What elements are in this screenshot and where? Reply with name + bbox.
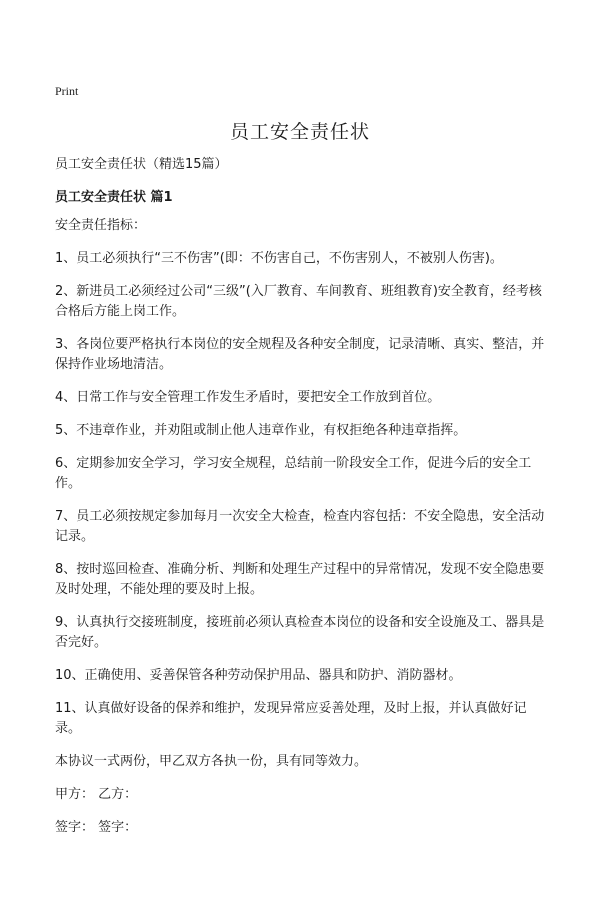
list-item: 7、员工必须按规定参加每月一次安全大检查，检查内容包括：不安全隐患，安全活动记录。 xyxy=(55,509,545,544)
intro-text: 安全责任指标： xyxy=(55,218,147,233)
print-label: Print xyxy=(55,84,79,98)
list-item: 8、按时巡回检查、准确分析、判断和处理生产过程中的异常情况，发现不安全隐患要及时处理，不能处理的要及时上报。 xyxy=(55,562,545,597)
list-item: 9、认真执行交接班制度，接班前必须认真检查本岗位的设备和安全设施及工、器具是否完好。 xyxy=(55,615,545,650)
agreement-text: 本协议一式两份，甲乙双方各执一份，具有同等效力。 xyxy=(55,754,368,769)
signature-line: 签字： 签字： xyxy=(55,820,138,835)
document-subtitle: 员工安全责任状（精选15篇） xyxy=(55,157,228,172)
list-item: 3、各岗位要严格执行本岗位的安全规程及各种安全制度，记录清晰、真实、整洁，并保持作业场地清洁。 xyxy=(55,337,545,372)
list-item: 11、认真做好设备的保养和维护，发现异常应妥善处理，及时上报，并认真做好记录。 xyxy=(55,701,527,736)
list-item: 4、日常工作与安全管理工作发生矛盾时，要把安全工作放到首位。 xyxy=(55,390,441,405)
list-item: 1、员工必须执行“三不伤害”(即：不伤害自己，不伤害别人，不被别人伤害)。 xyxy=(55,251,503,266)
document-body xyxy=(55,216,548,851)
page-title: 员工安全责任状 xyxy=(229,121,370,143)
list-item: 2、新进员工必须经过公司“三级”(入厂教育、车间教育、班组教育)安全教育，经考核合格后方能上岗工作。 xyxy=(55,284,542,319)
parties-line: 甲方： 乙方： xyxy=(55,787,138,802)
list-item: 5、不违章作业，并劝阻或制止他人违章作业，有权拒绝各种违章指挥。 xyxy=(55,423,467,438)
list-item: 10、正确使用、妥善保管各种劳动保护用品、器具和防护、消防器材。 xyxy=(55,668,462,683)
list-item: 6、定期参加安全学习，学习安全规程，总结前一阶段安全工作，促进今后的安全工作。 xyxy=(55,456,532,491)
section-heading: 员工安全责任状 篇1 xyxy=(55,190,173,205)
